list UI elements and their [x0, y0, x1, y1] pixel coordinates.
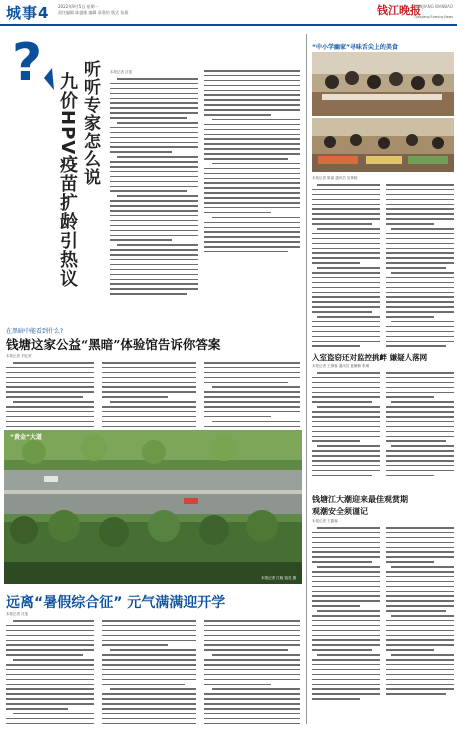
tide-headline-1: 钱塘江大潮迎来最佳观赏期: [312, 494, 408, 504]
gongyi-byline: 本报记者 刘亿荣: [6, 354, 32, 358]
hpv-headline-line2: 九价HPV疫苗扩龄引热议: [57, 72, 78, 289]
gongyi-article: [4, 326, 302, 586]
heat-body-col3: [204, 620, 300, 728]
column-divider: [306, 34, 307, 724]
hpv-body-col2: [204, 70, 300, 256]
logo-subtitle: Qianjiang Evening News: [414, 15, 453, 19]
date-text: 2022年9月5日 星期一: [58, 4, 99, 9]
hpv-byline: 本报记者 沈斐: [110, 70, 133, 74]
gongyi-kicker: 在黑暗中能看到什么?: [6, 328, 64, 335]
heat-article: [4, 592, 302, 728]
gongyi-photo-credit: 本报记者 江晓 钱灵 摄: [261, 576, 296, 580]
newspaper-logo: 钱江晚报: [377, 4, 421, 17]
canteen-body-col2: [386, 184, 454, 350]
hpv-headline: [56, 60, 102, 318]
tide-article: [312, 494, 454, 724]
canteen-byline: 本报记者 陈丽 通讯员 吴林晓: [312, 176, 358, 180]
theft-headline: 入室盗窃还对监控挑衅 嫌疑人落网: [312, 353, 428, 362]
canteen-article: [312, 42, 454, 342]
canteen-photo-2: [312, 118, 454, 172]
theft-body-col2: [386, 372, 454, 480]
tide-body-col1: [312, 527, 380, 703]
hpv-body-col1: [110, 78, 198, 298]
page-label: QIANJIANG WANBAO: [412, 4, 453, 9]
tide-body-col2: [386, 527, 454, 698]
heat-byline: 本报记者 沈斐: [6, 612, 29, 616]
canteen-body-col1: [312, 184, 380, 350]
date-line: [58, 4, 128, 16]
theft-body-col1: [312, 372, 380, 480]
hpv-article: [4, 32, 304, 322]
heat-headline: 远离“暑假综合征” 元气满满迎开学: [6, 595, 226, 611]
question-mark-icon: [4, 32, 54, 92]
hpv-headline-line1: 听听专家怎么说: [80, 60, 100, 186]
theft-article: [312, 352, 454, 488]
canteen-kicker: “中小学幽家”寻味舌尖上的美食: [312, 44, 398, 51]
heat-body-col2: [102, 620, 196, 728]
section-title: 城事4: [6, 4, 50, 22]
theft-byline: 本报记者 王黛蓉 通讯员 夏鹏楠 张琳: [312, 364, 369, 368]
canteen-photo-1: [312, 52, 454, 116]
svg-text:?: ?: [12, 33, 43, 92]
gongyi-photo: [4, 430, 302, 584]
editor-text: 责任编辑 陈盛维 编辑 章嘉怡 版式 张燕: [58, 10, 129, 15]
gongyi-headline: 钱塘这家公益“黑暗”体验馆告诉你答案: [6, 337, 221, 352]
tide-byline: 本报记者 王鑫蓉: [312, 519, 338, 523]
heat-body-col1: [6, 620, 94, 728]
gongyi-photo-caption: “黄金”大道: [10, 434, 42, 441]
masthead: [0, 0, 457, 26]
question-mark-graphic: [4, 32, 54, 92]
tide-headline-2: 观潮安全须谨记: [312, 506, 368, 516]
